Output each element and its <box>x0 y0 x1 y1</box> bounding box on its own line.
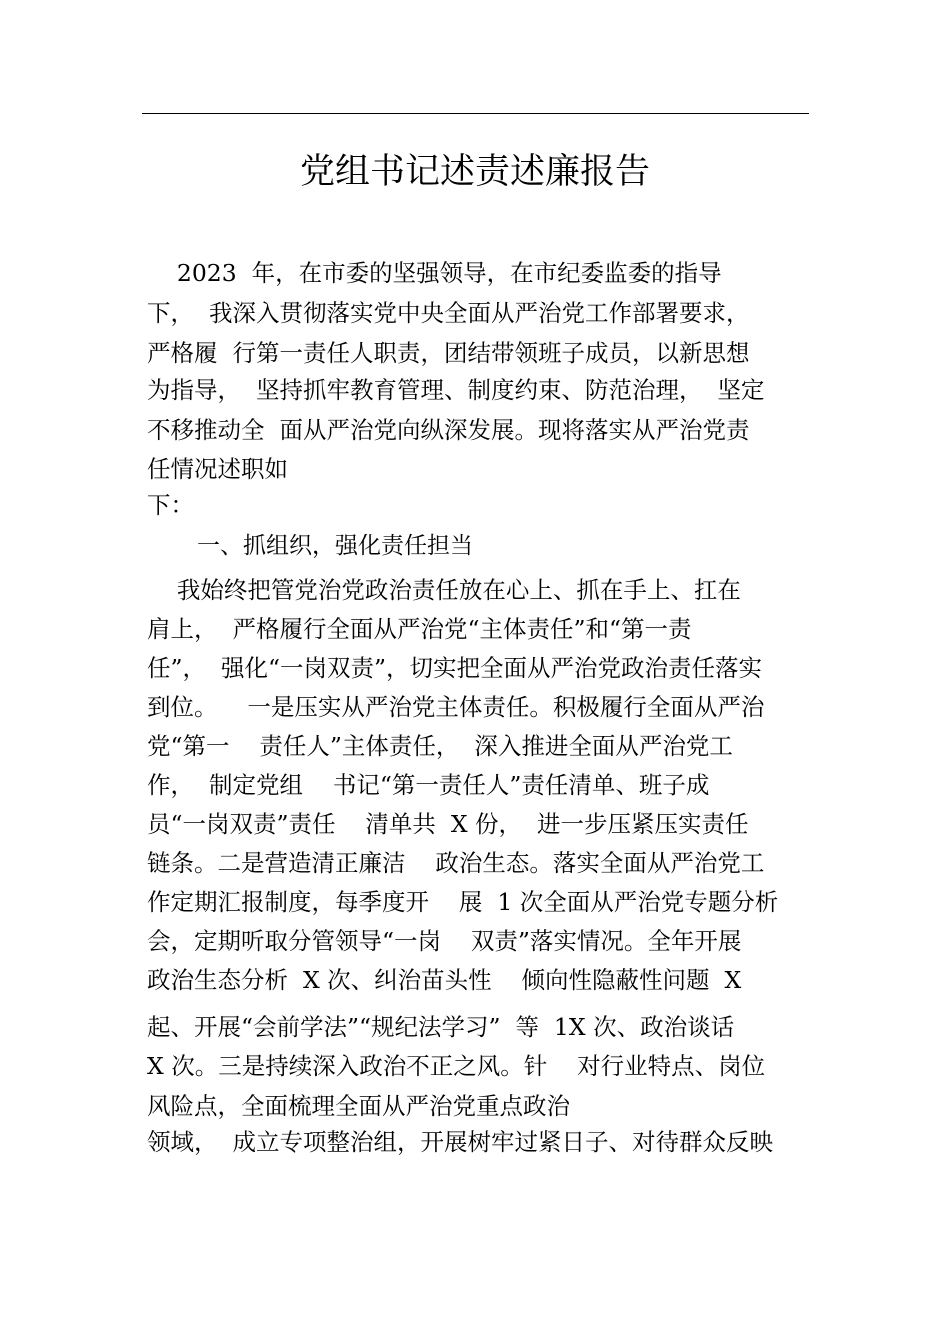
section-heading: 一、抓组织，强化责任担当 <box>197 533 473 559</box>
intro-line: 任情况述职如 <box>147 455 288 483</box>
intro-line: 为指导， 坚持抓牢教育管理、制度约束、防范治理， 坚定 <box>147 376 765 404</box>
body-line: 肩上， 严格履行全面从严治党“主体责任”和“第一责 <box>147 615 692 643</box>
intro-line: 下： <box>147 491 194 519</box>
intro-line: 下， 我深入贯彻落实党中央全面从严治党工作部署要求， <box>147 299 750 327</box>
body-line: 风险点，全面梳理全面从严治党重点政治 <box>147 1092 570 1120</box>
intro-line: 2023 年，在市委的坚强领导，在市纪委监委的指导 <box>147 259 722 287</box>
body-line: 领域， 成立专项整治组，开展树牢过紧日子、对待群众反映 <box>147 1128 773 1156</box>
body-line: 我始终把管党治党政治责任放在心上、抓在手上、扛在 <box>147 576 741 604</box>
intro-line: 严格履 行第一责任人职责，团结带领班子成员，以新思想 <box>147 339 750 367</box>
body-line: 党“第一 责任人”主体责任， 深入推进全面从严治党工 <box>147 732 733 760</box>
body-line: 到位。 一是压实从严治党主体责任。积极履行全面从严治 <box>147 693 765 721</box>
body-line: 链条。二是营造清正廉洁 政治生态。落实全面从严治党工 <box>147 849 765 877</box>
body-line: 作， 制定党组 书记“第一责任人”责任清单、班子成 <box>147 771 710 799</box>
body-line: 员“一岗双责”责任 清单共 X 份， 进一步压紧压实责任 <box>147 810 749 838</box>
body-line: 起、开展“会前学法”“规纪法学习” 等 1X 次、政治谈话 <box>147 1013 735 1041</box>
intro-line: 不移推动全 面从严治党向纵深发展。现将落实从严治党责 <box>147 416 750 444</box>
document-title: 党组书记述责述廉报告 <box>299 152 650 192</box>
header-rule <box>142 113 809 114</box>
body-line: 任”， 强化“一岗双责”，切实把全面从严治党政治责任落实 <box>147 654 762 682</box>
body-line: 政治生态分析 X 次、纠治苗头性 倾向性隐蔽性问题 X <box>147 966 742 994</box>
body-line: 会，定期听取分管领导“一岗 双责”落实情况。全年开展 <box>147 927 742 955</box>
body-line: X 次。三是持续深入政治不正之风。针 对行业特点、岗位 <box>147 1052 766 1080</box>
body-line: 作定期汇报制度，每季度开 展 1 次全面从严治党专题分析 <box>147 888 779 916</box>
